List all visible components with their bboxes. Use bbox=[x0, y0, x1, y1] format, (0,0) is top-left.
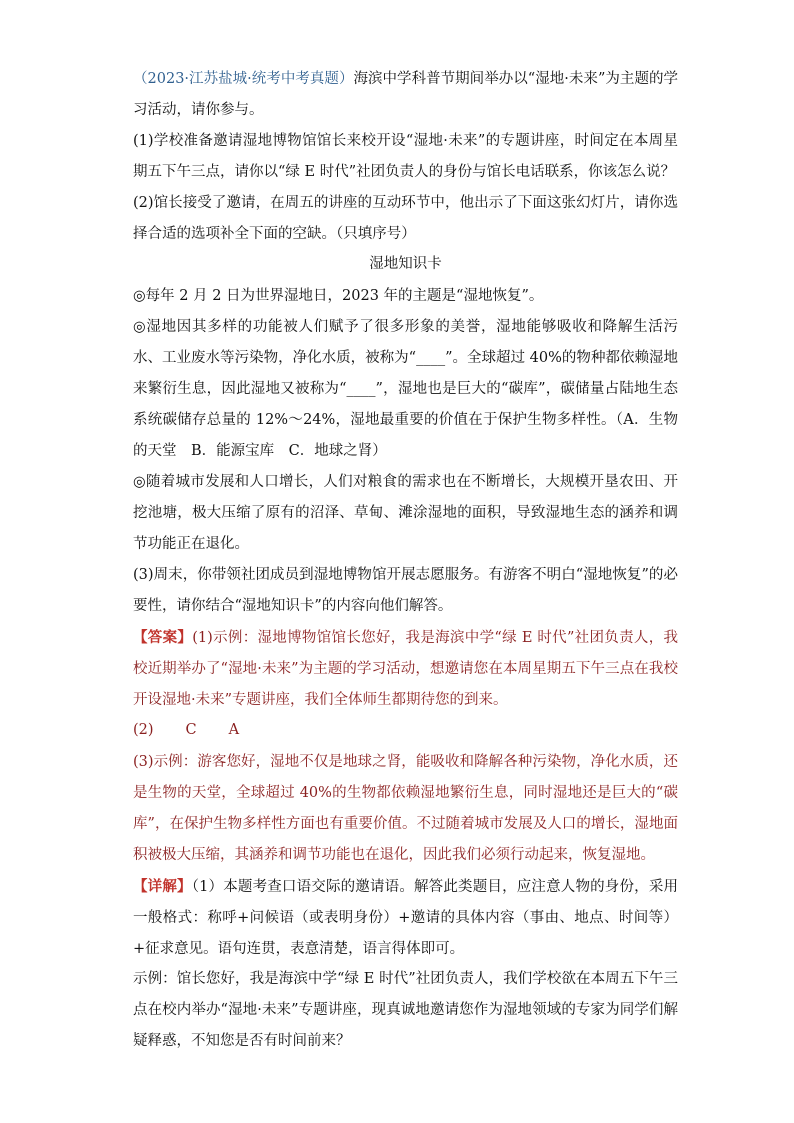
question-intro bbox=[133, 64, 678, 126]
question-3: (3)周末，你带领社团成员到湿地博物馆开展志愿服务。有游客不明白“湿地恢复”的必要性，请你结合“湿地知识卡”的内容向他们解答。 bbox=[133, 567, 678, 614]
detail-tag: 【详解】 bbox=[133, 878, 192, 895]
detail-example: 示例：馆长您好，我是海滨中学“绿 E 时代”社团负责人，我们学校欲在本周五下午三点在校内举办“湿地·未来”专题讲座，现真诚地邀请您作为湿地领域的专家为同学们解疑释惑，不知您是否有时间前来？ bbox=[133, 971, 678, 1049]
card-title: 湿地知识卡 bbox=[369, 256, 442, 272]
card-item-1: ◎每年 2 月 2 日为世界湿地日，2023 年的主题是“湿地恢复”。 bbox=[133, 288, 544, 304]
answer-2-second: A bbox=[228, 722, 240, 738]
card-item-3: ◎随着城市发展和人口增长，人们对粮食的需求也在不断增长，大规模开垦农田、开挖池塘，极大压缩了原有的沼泽、草甸、滩涂湿地的面积，导致湿地生态的涵养和调节功能正在退化。 bbox=[133, 474, 678, 552]
card-item-2: ◎湿地因其多样的功能被人们赋予了很多形象的美誉，湿地能够吸收和降解生活污水、工业废水等污染物，净化水质，被称为“____”。全球超过 40%的物种都依赖湿地来繁衍生息，因此湿地又被称为“____”，湿地也是巨大的“碳库”，碳储量占陆地生态系统碳储存总量的 12%～24%，湿地最重要的价值在于保护生物多样性。（A．生物的天堂 B．能源宝库 C．地球之肾） bbox=[133, 319, 678, 459]
answer-2-number: (2) bbox=[133, 722, 154, 738]
answer-1 bbox=[133, 622, 678, 716]
answer-1-text: (1)示例：湿地博物馆馆长您好，我是海滨中学“绿 E 时代”社团负责人，我校近期举办了“湿地·未来”为主题的学习活动，想邀请您在本周星期五下午三点在我校开设湿地·未来”专题讲座，我们全体师生都期待您的到来。 bbox=[133, 630, 679, 708]
question-1: (1)学校准备邀请湿地博物馆馆长来校开设“湿地·未来”的专题讲座，时间定在本周星期五下午三点，请你以“绿 E 时代”社团负责人的身份与馆长电话联系，你该怎么说？ bbox=[133, 133, 678, 180]
detail bbox=[133, 871, 678, 965]
question-2: (2)馆长接受了邀请，在周五的讲座的互动环节中，他出示了下面这张幻灯片，请你选择合适的选项补全下面的空缺。（只填序号） bbox=[133, 195, 678, 242]
answer-tag: 【答案】 bbox=[133, 629, 193, 646]
detail-text: （1）本题考查口语交际的邀请语。解答此类题目，应注意人物的身份，采用一般格式：称呼+问候语（或表明身份）+邀请的具体内容（事由、地点、时间等）+征求意见。语句连贯，表意清楚，语言得体即可。 bbox=[133, 879, 679, 957]
answer-2 bbox=[133, 715, 678, 746]
answer-2-first: C bbox=[185, 722, 197, 738]
question-intro-text: 海滨中学科普节期间举办以“湿地·未来”为主题的学习活动，请你参与。 bbox=[133, 71, 679, 118]
question-source: （2023·江苏盐城·统考中考真题） bbox=[133, 71, 354, 87]
answer-3: (3)示例：游客您好，湿地不仅是地球之肾，能吸收和降解各种污染物，净化水质，还是生物的天堂，全球超过 40%的生物都依赖湿地繁衍生息，同时湿地还是巨大的“碳库”，在保护生物多样性方面也有重要价值。不过随着城市发展及人口的增长，湿地面积被极大压缩，其涵养和调节功能也在退化，因此我们必须行动起来，恢复湿地。 bbox=[133, 754, 678, 863]
